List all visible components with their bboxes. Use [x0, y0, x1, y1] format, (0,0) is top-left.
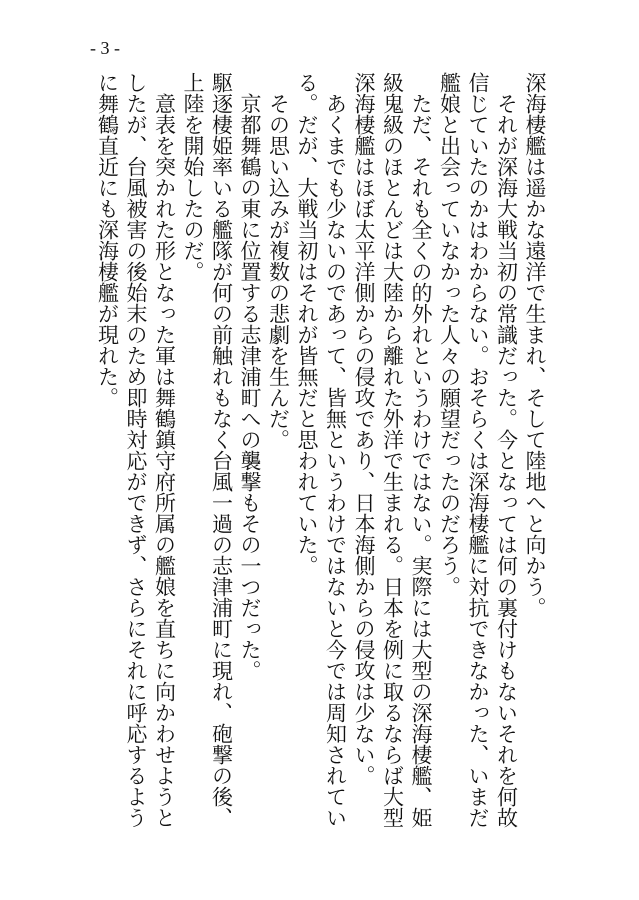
- text-line: る。だが、大戦当初はそれが皆無だと思われていた。: [295, 72, 319, 576]
- text-line: 上陸を開始したのだ。: [181, 72, 205, 282]
- page-number: - 3 -: [90, 38, 120, 58]
- text-line: 深海棲艦はほぼ太平洋側からの侵攻であり、日本海側からの侵攻は少ない。: [352, 72, 376, 786]
- text-line: 駆逐棲姫率いる艦隊が何の前触れもなく台風一過の志津浦町に現れ、砲撃の後、: [209, 72, 234, 828]
- text-line: 信じていたのかはわからない。おそらくは深海棲艦に対抗できなかった、いまだ: [466, 72, 490, 828]
- text-line: その思い込みが複数の悲劇を生んだ。: [266, 93, 291, 450]
- text-line: 意表を突かれた形となった軍は舞鶴鎮守府所属の艦娘を直ちに向かわせようと: [152, 93, 177, 828]
- text-line: あくまでも少ないのであって、皆無というわけではないと今では周知されてい: [323, 93, 348, 828]
- text-line: ただ、それも全くの的外れというわけではない。実際には大型の深海棲艦、姫: [409, 93, 433, 828]
- text-line: 京都舞鶴の東に位置する志津浦町への襲撃もその一つだった。: [238, 93, 262, 681]
- body-text: [93, 72, 549, 872]
- text-line: 艦娘と出会っていなかった人々の願望だったのだろう。: [437, 72, 462, 597]
- text-line: したが、台風被害の後始末のため即時対応ができず、さらにそれに呼応するよう: [124, 72, 148, 828]
- text-line: それが深海大戦当初の常識だった。今となっては何の裏付けもないそれを何故: [494, 93, 519, 828]
- text-line: 深海棲艦は遥かな遠洋で生まれ、そして陸地へと向かう。: [523, 72, 547, 618]
- text-line: 級鬼級のほとんどは大陸から離れた外洋で生まれる。日本を例に取るならば大型: [380, 72, 405, 828]
- text-line: に舞鶴直近にも深海棲艦が現れた。: [95, 72, 120, 408]
